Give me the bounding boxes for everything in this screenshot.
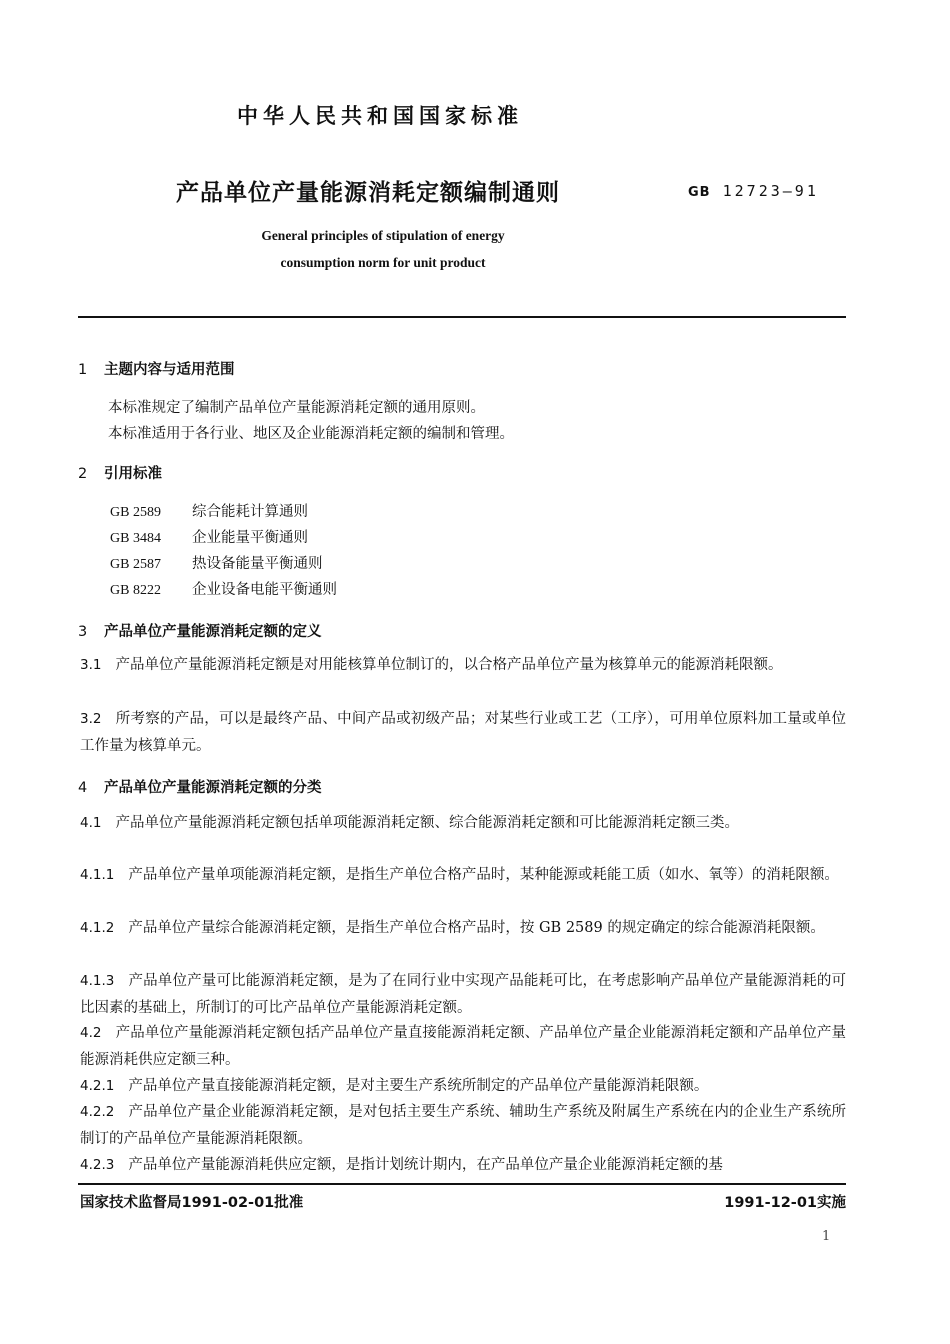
reference-name: 企业能量平衡通则 xyxy=(192,530,308,546)
header-divider xyxy=(78,316,846,318)
footer-divider xyxy=(78,1183,846,1185)
reference-code: GB 8222 xyxy=(110,583,161,598)
clause-text: 产品单位产量能源消耗定额是对用能核算单位制订的，以合格产品单位产量为核算单元的能源消耗限额。 xyxy=(115,657,783,673)
clause-number: 3.2 xyxy=(80,711,102,727)
approval-date: 国家技术监督局1991-02-01批准 xyxy=(80,1195,304,1211)
clause-text: 产品单位产量能源消耗定额包括产品单位产量直接能源消耗定额、产品单位产量企业能源消耗定额和产品单位产量能源消耗供应定额三种。 xyxy=(80,1025,846,1068)
section-heading-4 xyxy=(78,776,322,797)
clause-text: 产品单位产量直接能源消耗定额，是对主要生产系统所制定的产品单位产量能源消耗限额。 xyxy=(128,1078,709,1094)
clause-number: 4.2.1 xyxy=(80,1078,115,1094)
clause-text: 产品单位产量企业能源消耗定额，是对包括主要生产系统、辅助生产系统及附属生产系统在内的企业生产系统所制订的产品单位产量能源消耗限额。 xyxy=(80,1104,846,1147)
clause-number: 4.2.2 xyxy=(80,1104,115,1120)
clause-text: 产品单位产量可比能源消耗定额，是为了在同行业中实现产品能耗可比，在考虑影响产品单位产量能源消耗的可比因素的基础上，所制订的可比产品单位产量能源消耗定额。 xyxy=(80,973,846,1016)
reference-name: 企业设备电能平衡通则 xyxy=(192,582,337,598)
paragraph: 本标准适用于各行业、地区及企业能源消耗定额的编制和管理。 xyxy=(108,426,514,442)
section-number: 2 xyxy=(78,466,88,482)
clause-4-1-2 xyxy=(80,915,846,942)
code-prefix: GB xyxy=(688,185,711,200)
reference-item xyxy=(110,526,308,547)
clause-number: 4.2.3 xyxy=(80,1157,115,1173)
clause-3-1 xyxy=(80,652,846,679)
section-number: 3 xyxy=(78,624,88,640)
clause-4-1-3 xyxy=(80,968,846,1021)
clause-number: 4.1.3 xyxy=(80,973,115,989)
page-number: 1 xyxy=(822,1229,831,1244)
section-number: 4 xyxy=(78,780,88,796)
clause-number: 3.1 xyxy=(80,657,102,673)
english-title-line-1: General principles of stipulation of energy xyxy=(261,228,505,243)
clause-3-2 xyxy=(80,706,846,759)
paragraph: 本标准规定了编制产品单位产量能源消耗定额的通用原则。 xyxy=(108,400,485,416)
reference-item xyxy=(110,578,337,599)
clause-text: 产品单位产量综合能源消耗定额，是指生产单位合格产品时，按 GB 2589 的规定确定的综合能源消耗限额。 xyxy=(128,920,825,936)
clause-4-2-1 xyxy=(80,1073,846,1100)
clause-text: 产品单位产量单项能源消耗定额，是指生产单位合格产品时，某种能源或耗能工质（如水、氧等）的消耗限额。 xyxy=(128,867,839,883)
clause-number: 4.1.2 xyxy=(80,920,115,936)
section-heading-3 xyxy=(78,620,322,641)
reference-code: GB 2587 xyxy=(110,557,161,572)
clause-4-1-1 xyxy=(80,862,846,889)
clause-text: 产品单位产量能源消耗定额包括单项能源消耗定额、综合能源消耗定额和可比能源消耗定额三类。 xyxy=(115,815,739,831)
section-title: 主题内容与适用范围 xyxy=(104,362,235,378)
reference-name: 综合能耗计算通则 xyxy=(192,504,308,520)
clause-number: 4.1.1 xyxy=(80,867,115,883)
code-number: 12723—91 xyxy=(722,182,819,200)
english-title-line-2: consumption norm for unit product xyxy=(280,255,486,270)
clause-number: 4.1 xyxy=(80,815,102,831)
clause-4-1 xyxy=(80,810,846,837)
reference-item xyxy=(110,552,323,573)
national-standard-heading: 中华人民共和国国家标准 xyxy=(237,104,523,128)
clause-text: 所考察的产品，可以是最终产品、中间产品或初级产品；对某些行业或工艺（工序），可用单位原料加工量或单位工作量为核算单元。 xyxy=(80,711,846,754)
section-heading-2 xyxy=(78,462,162,483)
reference-code: GB 3484 xyxy=(110,531,161,546)
section-heading-1 xyxy=(78,358,235,379)
clause-4-2 xyxy=(80,1020,846,1073)
reference-name: 热设备能量平衡通则 xyxy=(192,556,323,572)
clause-number: 4.2 xyxy=(80,1025,102,1041)
section-title: 产品单位产量能源消耗定额的定义 xyxy=(104,624,322,640)
section-title: 产品单位产量能源消耗定额的分类 xyxy=(104,780,322,796)
reference-code: GB 2589 xyxy=(110,505,161,520)
reference-item xyxy=(110,500,308,521)
standard-code xyxy=(688,182,819,200)
clause-4-2-3 xyxy=(80,1152,846,1179)
document-title: 产品单位产量能源消耗定额编制通则 xyxy=(176,180,560,206)
clause-4-2-2 xyxy=(80,1099,846,1152)
effective-date: 1991-12-01实施 xyxy=(724,1195,846,1211)
section-title: 引用标准 xyxy=(104,466,162,482)
clause-text: 产品单位产量能源消耗供应定额，是指计划统计期内，在产品单位产量企业能源消耗定额的基 xyxy=(128,1157,723,1173)
section-number: 1 xyxy=(78,362,88,378)
